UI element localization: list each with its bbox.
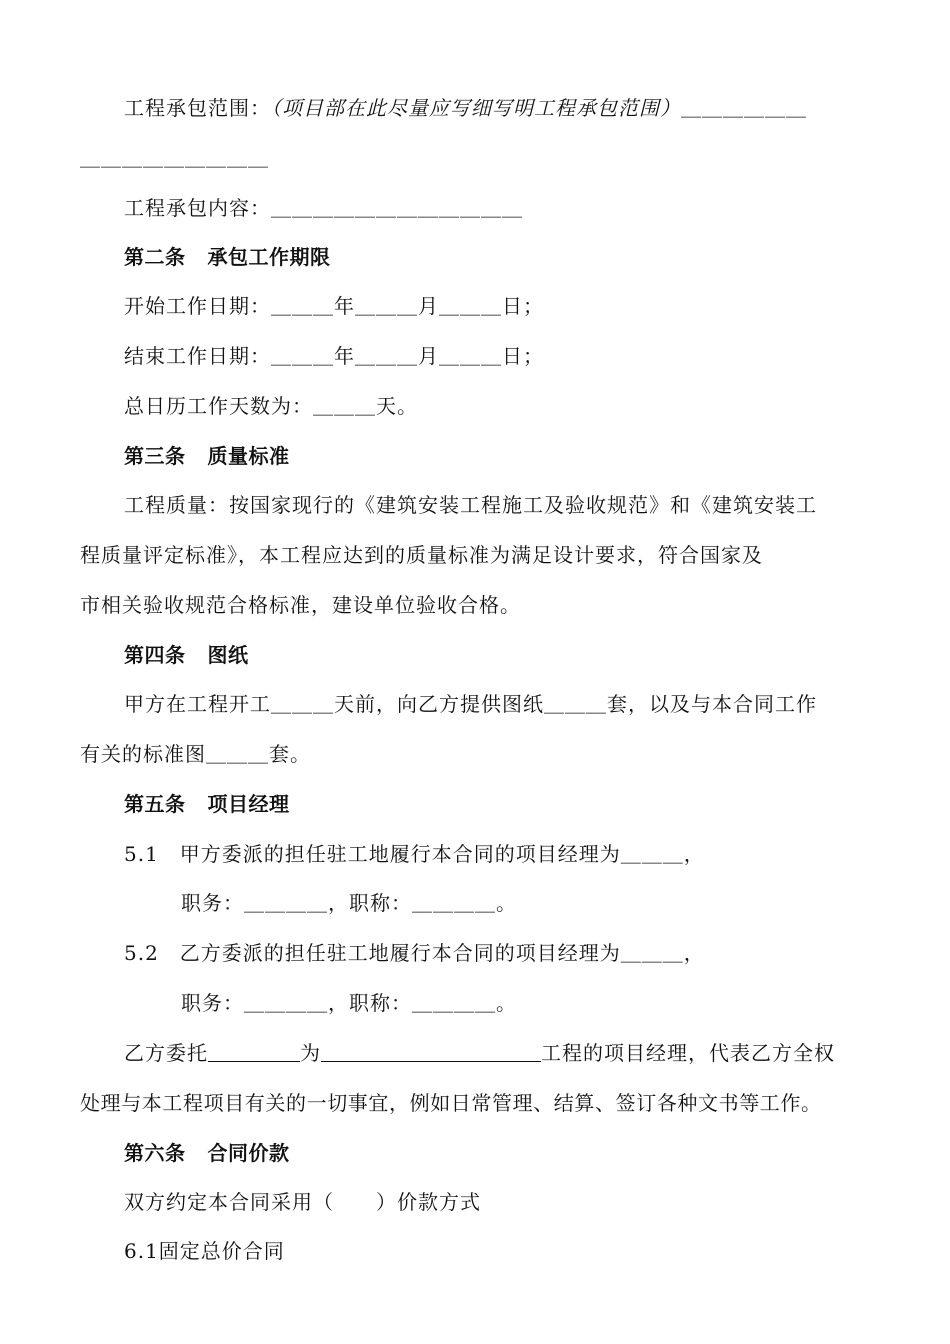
entrust-text-a: 乙方委托 bbox=[124, 1041, 208, 1065]
article3-title: 质量标准 bbox=[207, 444, 290, 468]
article3-line3: 市相关验收规范合格标准，建设单位验收合格。 bbox=[80, 593, 521, 617]
article2-number: 第二条 bbox=[124, 245, 186, 269]
article3-line1: 工程质量：按国家现行的《建筑安装工程施工及验收规范》和《建筑安装工 bbox=[124, 493, 817, 517]
entrust-project-blank bbox=[321, 1041, 541, 1062]
article3-heading bbox=[124, 442, 870, 470]
article3-line2: 程质量评定标准》，本工程应达到的质量标准为满足设计要求，符合国家及 bbox=[80, 543, 763, 567]
article5-item1-sub: 职务：＿＿＿＿，职称：＿＿＿＿。 bbox=[181, 891, 517, 915]
article4-line2: 有关的标准图＿＿＿套。 bbox=[80, 742, 311, 766]
article5-entrust bbox=[124, 1039, 870, 1067]
article2-end: 结束工作日期：＿＿＿年＿＿＿月＿＿＿日； bbox=[124, 344, 544, 368]
article4-heading bbox=[124, 641, 870, 669]
article5-item2: 5.2 乙方委派的担任驻工地履行本合同的项目经理为＿＿＿， bbox=[124, 941, 705, 965]
entrust-text-c: 工程的项目经理，代表乙方全权 bbox=[541, 1041, 835, 1065]
scope-line bbox=[124, 94, 870, 122]
scope-blank-line bbox=[80, 144, 870, 172]
content-line bbox=[124, 194, 870, 222]
article2-start: 开始工作日期：＿＿＿年＿＿＿月＿＿＿日； bbox=[124, 294, 544, 318]
article5-item2-sub: 职务：＿＿＿＿，职称：＿＿＿＿。 bbox=[181, 991, 517, 1015]
article2-total: 总日历工作天数为：＿＿＿天。 bbox=[124, 394, 418, 418]
article6-item1: 6.1固定总价合同 bbox=[124, 1239, 285, 1263]
article2-title: 承包工作期限 bbox=[207, 245, 331, 269]
content-label: 工程承包内容： bbox=[124, 196, 271, 220]
article5-item1: 5.1 甲方委派的担任驻工地履行本合同的项目经理为＿＿＿， bbox=[124, 842, 705, 866]
scope-blank-2: ＿＿＿＿＿＿＿＿＿ bbox=[80, 146, 269, 170]
article6-line1: 双方约定本合同采用（ ）价款方式 bbox=[124, 1190, 481, 1214]
article5-entrust-line2: 处理与本工程项目有关的一切事宜，例如日常管理、结算、签订各种文书等工作。 bbox=[80, 1091, 822, 1115]
scope-label: 工程承包范围： bbox=[124, 96, 271, 120]
article4-title: 图纸 bbox=[207, 643, 249, 667]
article5-number: 第五条 bbox=[124, 792, 186, 816]
article6-number: 第六条 bbox=[124, 1141, 186, 1165]
entrust-name-blank bbox=[208, 1041, 300, 1062]
article5-heading bbox=[124, 790, 870, 818]
article6-heading bbox=[124, 1139, 870, 1167]
article5-title: 项目经理 bbox=[207, 792, 290, 816]
article6-title: 合同价款 bbox=[207, 1141, 290, 1165]
article3-number: 第三条 bbox=[124, 444, 186, 468]
entrust-text-b: 为 bbox=[300, 1041, 321, 1065]
scope-blank-1: ＿＿＿＿＿＿ bbox=[681, 96, 807, 120]
content-blank: ＿＿＿＿＿＿＿＿＿＿＿＿ bbox=[271, 196, 523, 220]
scope-note: （项目部在此尽量应写细写明工程承包范围） bbox=[271, 96, 681, 120]
article4-number: 第四条 bbox=[124, 643, 186, 667]
article2-heading bbox=[124, 243, 870, 271]
article4-line1: 甲方在工程开工＿＿＿天前，向乙方提供图纸＿＿＿套，以及与本合同工作 bbox=[124, 692, 817, 716]
